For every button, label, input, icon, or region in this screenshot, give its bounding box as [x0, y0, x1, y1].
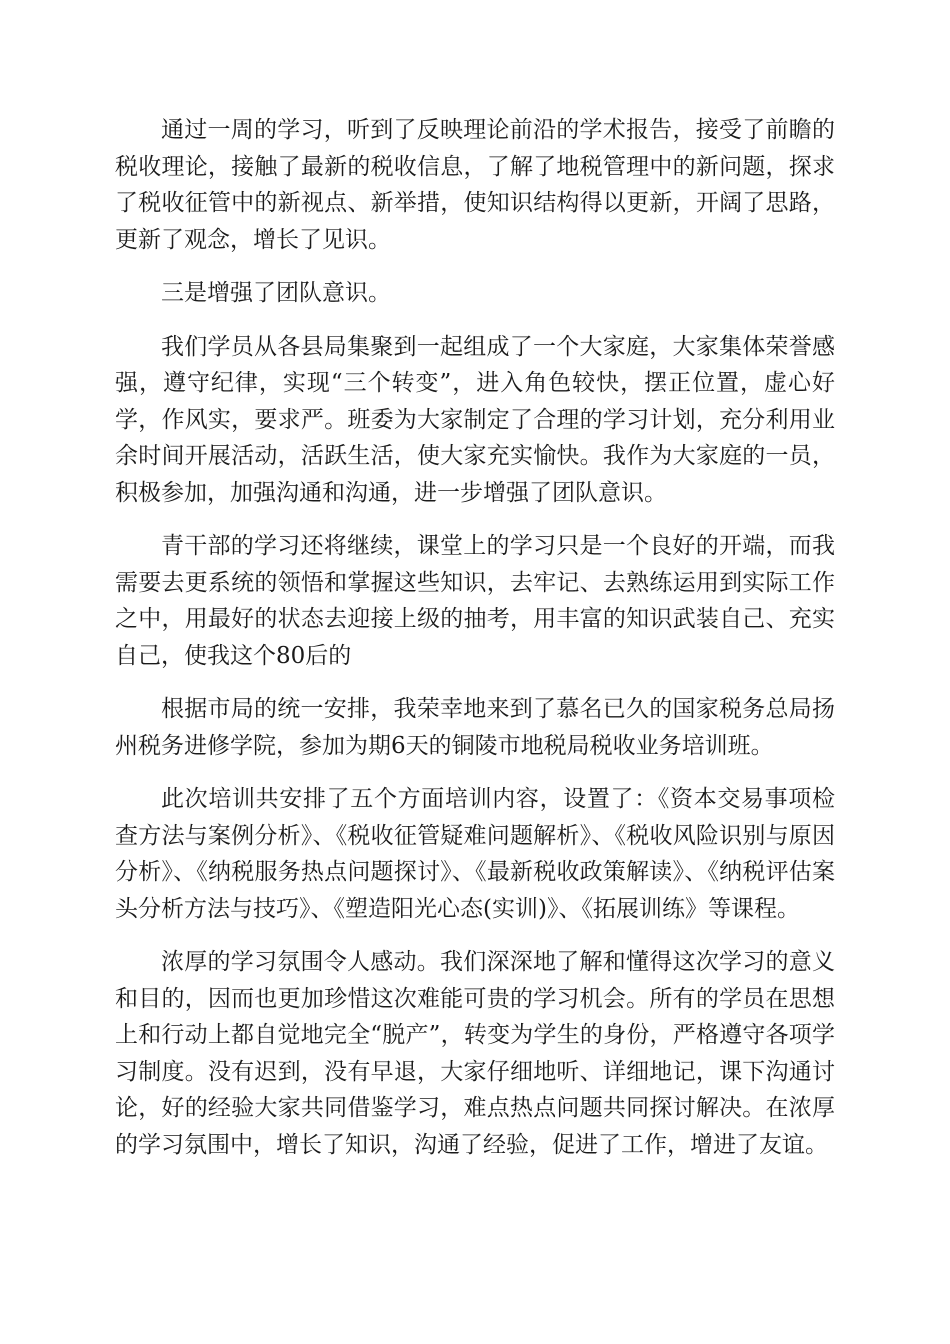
paragraph-4: 青干部的学习还将继续，课堂上的学习只是一个良好的开端，而我需要去更系统的领悟和掌握这些知识，去牢记、去熟练运用到实际工作之中，用最好的状态去迎接上级的抽考，用丰富的知识武装自己、充实自己，使我这个80后的	[115, 533, 835, 669]
paragraph-3: 我们学员从各县局集聚到一起组成了一个大家庭，大家集体荣誉感强，遵守纪律，实现“三个转变”，进入角色较快，摆正位置，虚心好学，作风实，要求严。班委为大家制定了合理的学习计划，充分利用业余时间开展活动，活跃生活，使大家充实愉快。我作为大家庭的一员，积极参加，加强沟通和沟通，进一步增强了团队意识。	[115, 333, 835, 506]
paragraph-6: 此次培训共安排了五个方面培训内容，设置了：《资本交易事项检查方法与案例分析》、《税收征管疑难问题解析》、《税收风险识别与原因分析》、《纳税服务热点问题探讨》、《最新税收政策解读》、《纳税评估案头分析方法与技巧》、《塑造阳光心态(实训)》、《拓展训练》等课程。	[115, 786, 835, 922]
paragraph-2: 三是增强了团队意识。	[161, 280, 391, 306]
paragraph-7: 浓厚的学习氛围令人感动。我们深深地了解和懂得这次学习的意义和目的，因而也更加珍惜这次难能可贵的学习机会。所有的学员在思想上和行动上都自觉地完全“脱产”，转变为学生的身份，严格遵守各项学习制度。没有迟到，没有早退，大家仔细地听、详细地记，课下沟通讨论，好的经验大家共同借鉴学习，难点热点问题共同探讨解决。在浓厚的学习氛围中，增长了知识，沟通了经验，促进了工作，增进了友谊。	[115, 949, 835, 1158]
paragraph-1: 通过一周的学习，听到了反映理论前沿的学术报告，接受了前瞻的税收理论，接触了最新的税收信息，了解了地税管理中的新问题，探求了税收征管中的新视点、新举措，使知识结构得以更新，开阔了思路，更新了观念，增长了见识。	[115, 117, 835, 253]
paragraph-5: 根据市局的统一安排，我荣幸地来到了慕名已久的国家税务总局扬州税务进修学院，参加为期6天的铜陵市地税局税收业务培训班。	[115, 696, 835, 759]
document-page	[115, 112, 835, 1180]
